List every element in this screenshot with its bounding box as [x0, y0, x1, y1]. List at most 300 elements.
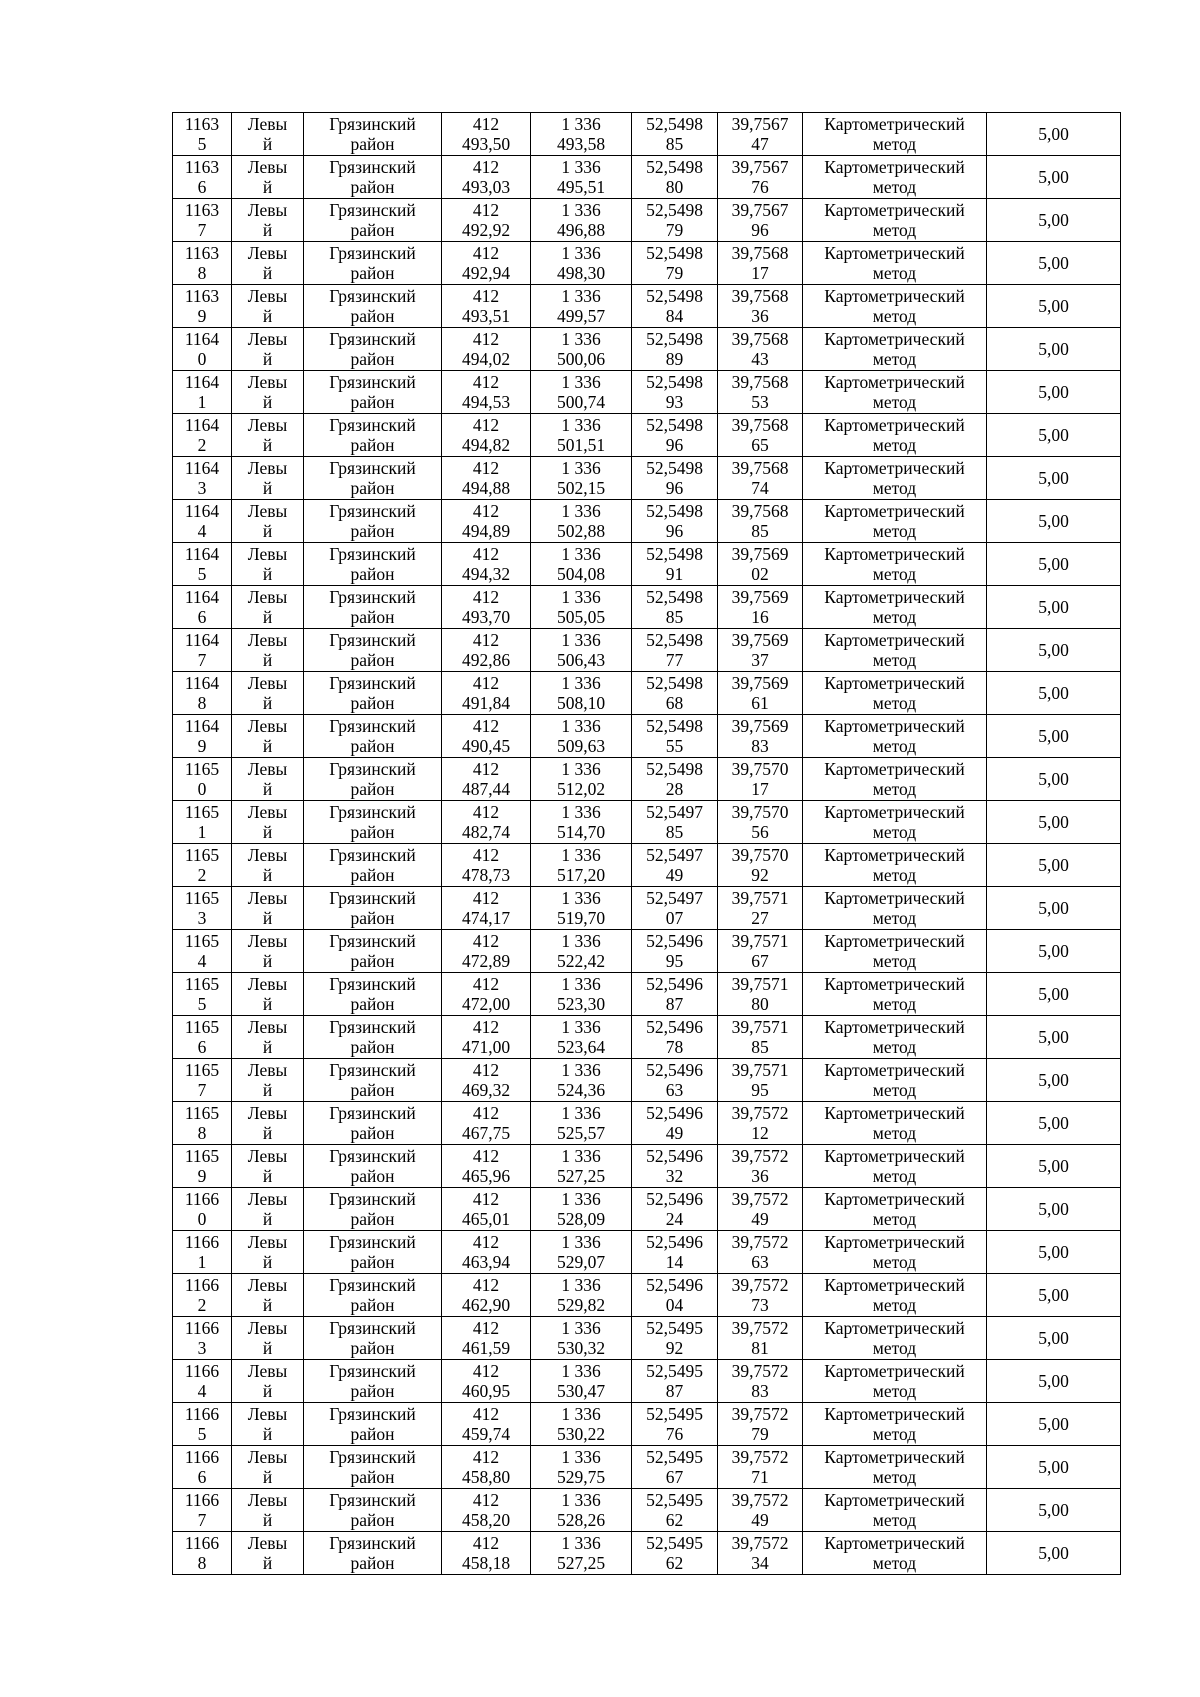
method-cell-line-2: метод [872, 392, 917, 412]
longitude-cell [718, 758, 803, 801]
x-coordinate-cell [442, 844, 531, 887]
district-cell-line-2: район [350, 521, 395, 541]
latitude-cell-line-1: 52,5497 [646, 802, 703, 822]
latitude-cell-line-2: 63 [665, 1080, 684, 1100]
longitude-cell [718, 242, 803, 285]
side-cell-line-2: й [262, 521, 273, 541]
district-cell-line-1: Грязинский [329, 1275, 416, 1295]
longitude-cell-line-2: 80 [751, 994, 769, 1014]
side-cell [232, 758, 304, 801]
side-cell [232, 1231, 304, 1274]
x-coordinate-cell-line-2: 492,94 [461, 263, 511, 283]
point-number-cell-line-1: 1166 [184, 1318, 220, 1338]
district-cell-line-2: район [350, 736, 395, 756]
y-coordinate-cell [531, 113, 632, 156]
district-cell-line-2: район [350, 607, 395, 627]
district-cell [304, 371, 442, 414]
method-cell [803, 1145, 987, 1188]
side-cell-line-2: й [262, 1166, 273, 1186]
district-cell-line-2: район [350, 306, 395, 326]
side-cell-line-2: й [262, 1080, 273, 1100]
x-coordinate-cell-line-1: 412 [472, 974, 500, 994]
district-cell-line-1: Грязинский [329, 974, 416, 994]
latitude-cell-line-1: 52,5498 [646, 458, 703, 478]
point-number-cell [173, 1145, 232, 1188]
latitude-cell-line-2: 28 [665, 779, 684, 799]
longitude-cell-line-2: 17 [751, 779, 769, 799]
error-cell: 5,00 [987, 199, 1121, 242]
longitude-cell-line-2: 47 [751, 134, 769, 154]
longitude-cell-line-1: 39,7568 [731, 458, 789, 478]
side-cell [232, 328, 304, 371]
district-cell-line-1: Грязинский [329, 544, 416, 564]
latitude-cell-line-2: 62 [665, 1510, 684, 1530]
point-number-cell-line-2: 5 [197, 994, 207, 1014]
error-cell: 5,00 [987, 285, 1121, 328]
method-cell-line-1: Картометрический [824, 1447, 965, 1467]
table-row [173, 887, 1121, 930]
latitude-cell-line-2: 93 [665, 392, 684, 412]
x-coordinate-cell [442, 715, 531, 758]
point-number-cell [173, 242, 232, 285]
district-cell [304, 414, 442, 457]
side-cell [232, 715, 304, 758]
x-coordinate-cell [442, 1188, 531, 1231]
longitude-cell [718, 414, 803, 457]
point-number-cell [173, 1403, 232, 1446]
method-cell [803, 1532, 987, 1575]
y-coordinate-cell [531, 1145, 632, 1188]
latitude-cell-line-2: 87 [665, 994, 684, 1014]
x-coordinate-cell [442, 1403, 531, 1446]
coordinates-table [172, 112, 1121, 1575]
side-cell-line-1: Левы [247, 286, 288, 306]
district-cell-line-2: район [350, 1553, 395, 1573]
x-coordinate-cell-line-2: 465,96 [461, 1166, 511, 1186]
point-number-cell-line-1: 1166 [184, 1232, 220, 1252]
latitude-cell-line-1: 52,5498 [646, 200, 703, 220]
method-cell-line-2: метод [872, 263, 917, 283]
method-cell-line-2: метод [872, 865, 917, 885]
table-row [173, 113, 1121, 156]
side-cell [232, 1016, 304, 1059]
y-coordinate-cell-line-2: 519,70 [556, 908, 606, 928]
side-cell-line-2: й [262, 1295, 273, 1315]
method-cell-line-2: метод [872, 693, 917, 713]
latitude-cell-line-2: 77 [665, 650, 684, 670]
table-row [173, 1403, 1121, 1446]
latitude-cell-line-1: 52,5498 [646, 415, 703, 435]
x-coordinate-cell-line-2: 458,20 [461, 1510, 511, 1530]
point-number-cell [173, 930, 232, 973]
side-cell-line-2: й [262, 736, 273, 756]
latitude-cell-line-1: 52,5498 [646, 630, 703, 650]
y-coordinate-cell-line-2: 525,57 [556, 1123, 606, 1143]
method-cell-line-2: метод [872, 1080, 917, 1100]
table-row [173, 672, 1121, 715]
district-cell-line-1: Грязинский [329, 458, 416, 478]
method-cell-line-2: метод [872, 1510, 917, 1530]
longitude-cell [718, 629, 803, 672]
x-coordinate-cell [442, 1102, 531, 1145]
district-cell-line-2: район [350, 1209, 395, 1229]
side-cell [232, 887, 304, 930]
side-cell-line-1: Левы [247, 587, 288, 607]
side-cell-line-2: й [262, 564, 273, 584]
error-cell: 5,00 [987, 1360, 1121, 1403]
y-coordinate-cell-line-2: 512,02 [556, 779, 606, 799]
table-row [173, 801, 1121, 844]
point-number-cell [173, 1274, 232, 1317]
point-number-cell-line-1: 1164 [184, 329, 220, 349]
y-coordinate-cell-line-2: 517,20 [556, 865, 606, 885]
district-cell [304, 1274, 442, 1317]
point-number-cell-line-2: 2 [197, 435, 207, 455]
x-coordinate-cell-line-2: 472,00 [461, 994, 511, 1014]
latitude-cell-line-2: 79 [665, 220, 684, 240]
latitude-cell-line-1: 52,5496 [646, 1060, 703, 1080]
latitude-cell [632, 285, 718, 328]
y-coordinate-cell [531, 1188, 632, 1231]
x-coordinate-cell [442, 242, 531, 285]
y-coordinate-cell-line-2: 498,30 [556, 263, 606, 283]
side-cell-line-2: й [262, 908, 273, 928]
x-coordinate-cell-line-1: 412 [472, 587, 500, 607]
y-coordinate-cell [531, 586, 632, 629]
table-row [173, 285, 1121, 328]
longitude-cell-line-2: 12 [751, 1123, 769, 1143]
latitude-cell [632, 1145, 718, 1188]
method-cell-line-1: Картометрический [824, 1533, 965, 1553]
district-cell-line-1: Грязинский [329, 329, 416, 349]
point-number-cell [173, 1317, 232, 1360]
method-cell-line-1: Картометрический [824, 329, 965, 349]
method-cell-line-2: метод [872, 220, 917, 240]
district-cell [304, 457, 442, 500]
longitude-cell-line-2: 16 [751, 607, 769, 627]
point-number-cell [173, 844, 232, 887]
method-cell-line-2: метод [872, 1166, 917, 1186]
x-coordinate-cell-line-2: 493,03 [461, 177, 511, 197]
point-number-cell-line-1: 1163 [184, 286, 220, 306]
district-cell-line-1: Грязинский [329, 587, 416, 607]
x-coordinate-cell-line-1: 412 [472, 888, 500, 908]
error-cell: 5,00 [987, 1274, 1121, 1317]
point-number-cell-line-2: 7 [197, 1080, 207, 1100]
error-cell: 5,00 [987, 1145, 1121, 1188]
table-body [173, 113, 1121, 1575]
longitude-cell-line-1: 39,7572 [731, 1490, 789, 1510]
table-row [173, 543, 1121, 586]
x-coordinate-cell-line-1: 412 [472, 1146, 500, 1166]
x-coordinate-cell [442, 1059, 531, 1102]
method-cell-line-1: Картометрический [824, 157, 965, 177]
longitude-cell-line-2: 95 [751, 1080, 769, 1100]
longitude-cell [718, 156, 803, 199]
error-cell: 5,00 [987, 1231, 1121, 1274]
side-cell-line-2: й [262, 994, 273, 1014]
x-coordinate-cell-line-2: 487,44 [461, 779, 511, 799]
district-cell-line-2: район [350, 650, 395, 670]
point-number-cell [173, 199, 232, 242]
y-coordinate-cell-line-1: 1 336 [561, 1490, 601, 1510]
side-cell-line-1: Левы [247, 673, 288, 693]
table-row [173, 1188, 1121, 1231]
method-cell [803, 1446, 987, 1489]
latitude-cell-line-2: 95 [665, 951, 684, 971]
longitude-cell-line-2: 49 [751, 1510, 769, 1530]
method-cell-line-2: метод [872, 1123, 917, 1143]
y-coordinate-cell-line-1: 1 336 [561, 372, 601, 392]
method-cell-line-1: Картометрический [824, 802, 965, 822]
point-number-cell-line-1: 1164 [184, 458, 220, 478]
latitude-cell-line-2: 55 [665, 736, 684, 756]
point-number-cell-line-1: 1165 [184, 931, 220, 951]
method-cell [803, 285, 987, 328]
latitude-cell [632, 887, 718, 930]
side-cell-line-1: Левы [247, 1533, 288, 1553]
point-number-cell [173, 543, 232, 586]
error-cell: 5,00 [987, 1059, 1121, 1102]
method-cell [803, 1188, 987, 1231]
point-number-cell [173, 414, 232, 457]
side-cell [232, 500, 304, 543]
method-cell-line-2: метод [872, 736, 917, 756]
point-number-cell-line-2: 9 [197, 736, 207, 756]
method-cell-line-2: метод [872, 134, 917, 154]
y-coordinate-cell-line-2: 529,07 [556, 1252, 606, 1272]
y-coordinate-cell-line-1: 1 336 [561, 1275, 601, 1295]
x-coordinate-cell-line-1: 412 [472, 329, 500, 349]
x-coordinate-cell-line-2: 469,32 [461, 1080, 511, 1100]
x-coordinate-cell [442, 887, 531, 930]
district-cell-line-1: Грязинский [329, 1447, 416, 1467]
error-cell: 5,00 [987, 758, 1121, 801]
x-coordinate-cell-line-1: 412 [472, 931, 500, 951]
method-cell [803, 715, 987, 758]
latitude-cell [632, 844, 718, 887]
point-number-cell-line-2: 4 [197, 951, 207, 971]
side-cell [232, 285, 304, 328]
latitude-cell-line-1: 52,5495 [646, 1447, 703, 1467]
district-cell-line-1: Грязинский [329, 630, 416, 650]
side-cell [232, 457, 304, 500]
longitude-cell [718, 113, 803, 156]
point-number-cell-line-2: 6 [197, 177, 207, 197]
point-number-cell-line-1: 1164 [184, 415, 220, 435]
side-cell-line-2: й [262, 1209, 273, 1229]
method-cell-line-1: Картометрический [824, 1146, 965, 1166]
latitude-cell [632, 715, 718, 758]
table-row [173, 199, 1121, 242]
latitude-cell [632, 414, 718, 457]
district-cell-line-1: Грязинский [329, 372, 416, 392]
error-cell: 5,00 [987, 930, 1121, 973]
district-cell-line-1: Грязинский [329, 1404, 416, 1424]
point-number-cell-line-1: 1163 [184, 200, 220, 220]
y-coordinate-cell-line-2: 522,42 [556, 951, 606, 971]
side-cell-line-2: й [262, 392, 273, 412]
side-cell-line-2: й [262, 1338, 273, 1358]
side-cell [232, 1102, 304, 1145]
side-cell [232, 199, 304, 242]
side-cell-line-1: Левы [247, 1275, 288, 1295]
latitude-cell-line-1: 52,5498 [646, 587, 703, 607]
longitude-cell [718, 801, 803, 844]
longitude-cell [718, 1317, 803, 1360]
district-cell-line-1: Грязинский [329, 114, 416, 134]
point-number-cell-line-2: 9 [197, 306, 207, 326]
latitude-cell [632, 1317, 718, 1360]
district-cell-line-1: Грязинский [329, 759, 416, 779]
y-coordinate-cell-line-1: 1 336 [561, 157, 601, 177]
latitude-cell [632, 199, 718, 242]
side-cell-line-1: Левы [247, 114, 288, 134]
method-cell-line-1: Картометрический [824, 1189, 965, 1209]
table-row [173, 1016, 1121, 1059]
district-cell [304, 1145, 442, 1188]
latitude-cell-line-1: 52,5495 [646, 1404, 703, 1424]
longitude-cell-line-1: 39,7568 [731, 415, 789, 435]
district-cell [304, 1016, 442, 1059]
district-cell-line-2: район [350, 1338, 395, 1358]
district-cell-line-2: район [350, 177, 395, 197]
y-coordinate-cell [531, 758, 632, 801]
side-cell-line-1: Левы [247, 716, 288, 736]
y-coordinate-cell-line-1: 1 336 [561, 1189, 601, 1209]
side-cell-line-1: Левы [247, 1490, 288, 1510]
longitude-cell-line-2: 36 [751, 1166, 769, 1186]
district-cell [304, 930, 442, 973]
x-coordinate-cell-line-1: 412 [472, 759, 500, 779]
latitude-cell-line-2: 49 [665, 1123, 684, 1143]
longitude-cell-line-1: 39,7572 [731, 1103, 789, 1123]
point-number-cell [173, 1231, 232, 1274]
method-cell-line-2: метод [872, 1381, 917, 1401]
longitude-cell [718, 371, 803, 414]
point-number-cell-line-2: 8 [197, 1553, 207, 1573]
side-cell [232, 1145, 304, 1188]
side-cell [232, 414, 304, 457]
point-number-cell [173, 1188, 232, 1231]
longitude-cell [718, 1274, 803, 1317]
district-cell-line-2: район [350, 134, 395, 154]
method-cell [803, 414, 987, 457]
error-cell: 5,00 [987, 414, 1121, 457]
side-cell-line-2: й [262, 779, 273, 799]
longitude-cell [718, 1403, 803, 1446]
district-cell [304, 199, 442, 242]
district-cell [304, 328, 442, 371]
latitude-cell-line-2: 14 [665, 1252, 684, 1272]
latitude-cell [632, 457, 718, 500]
y-coordinate-cell-line-1: 1 336 [561, 630, 601, 650]
point-number-cell [173, 1016, 232, 1059]
table-row [173, 758, 1121, 801]
longitude-cell-line-1: 39,7569 [731, 544, 789, 564]
point-number-cell-line-2: 5 [197, 564, 207, 584]
point-number-cell-line-1: 1164 [184, 716, 220, 736]
x-coordinate-cell [442, 1274, 531, 1317]
point-number-cell-line-1: 1164 [184, 372, 220, 392]
district-cell [304, 1188, 442, 1231]
point-number-cell-line-1: 1163 [184, 157, 220, 177]
latitude-cell [632, 930, 718, 973]
x-coordinate-cell-line-2: 482,74 [461, 822, 511, 842]
x-coordinate-cell-line-1: 412 [472, 1404, 500, 1424]
latitude-cell [632, 1360, 718, 1403]
latitude-cell-line-2: 85 [665, 607, 684, 627]
method-cell-line-2: метод [872, 607, 917, 627]
y-coordinate-cell [531, 1059, 632, 1102]
longitude-cell-line-2: 67 [751, 951, 769, 971]
longitude-cell [718, 844, 803, 887]
latitude-cell-line-2: 84 [665, 306, 684, 326]
point-number-cell-line-2: 2 [197, 1295, 207, 1315]
error-cell: 5,00 [987, 156, 1121, 199]
side-cell-line-2: й [262, 220, 273, 240]
longitude-cell [718, 328, 803, 371]
district-cell [304, 1532, 442, 1575]
side-cell [232, 629, 304, 672]
side-cell [232, 1360, 304, 1403]
y-coordinate-cell [531, 801, 632, 844]
x-coordinate-cell-line-1: 412 [472, 243, 500, 263]
district-cell-line-1: Грязинский [329, 1318, 416, 1338]
table-row [173, 371, 1121, 414]
district-cell [304, 844, 442, 887]
longitude-cell-line-1: 39,7569 [731, 630, 789, 650]
error-cell: 5,00 [987, 715, 1121, 758]
latitude-cell-line-1: 52,5495 [646, 1318, 703, 1338]
x-coordinate-cell-line-2: 494,82 [461, 435, 511, 455]
x-coordinate-cell [442, 930, 531, 973]
point-number-cell-line-2: 6 [197, 1467, 207, 1487]
x-coordinate-cell [442, 500, 531, 543]
latitude-cell-line-1: 52,5496 [646, 974, 703, 994]
x-coordinate-cell-line-2: 471,00 [461, 1037, 511, 1057]
longitude-cell-line-1: 39,7569 [731, 673, 789, 693]
longitude-cell [718, 1360, 803, 1403]
point-number-cell-line-1: 1165 [184, 759, 220, 779]
method-cell [803, 500, 987, 543]
latitude-cell [632, 1102, 718, 1145]
y-coordinate-cell [531, 328, 632, 371]
side-cell-line-1: Левы [247, 931, 288, 951]
method-cell [803, 1059, 987, 1102]
district-cell [304, 1489, 442, 1532]
latitude-cell-line-2: 91 [665, 564, 684, 584]
side-cell-line-1: Левы [247, 458, 288, 478]
y-coordinate-cell-line-2: 506,43 [556, 650, 606, 670]
side-cell-line-1: Левы [247, 415, 288, 435]
point-number-cell [173, 285, 232, 328]
error-cell: 5,00 [987, 1016, 1121, 1059]
y-coordinate-cell-line-2: 504,08 [556, 564, 606, 584]
method-cell [803, 371, 987, 414]
district-cell-line-1: Грязинский [329, 716, 416, 736]
latitude-cell-line-1: 52,5498 [646, 329, 703, 349]
y-coordinate-cell [531, 715, 632, 758]
x-coordinate-cell-line-2: 494,32 [461, 564, 511, 584]
method-cell [803, 113, 987, 156]
y-coordinate-cell [531, 371, 632, 414]
y-coordinate-cell-line-1: 1 336 [561, 1318, 601, 1338]
point-number-cell-line-2: 3 [197, 478, 207, 498]
longitude-cell-line-1: 39,7570 [731, 802, 789, 822]
x-coordinate-cell-line-1: 412 [472, 802, 500, 822]
side-cell [232, 113, 304, 156]
